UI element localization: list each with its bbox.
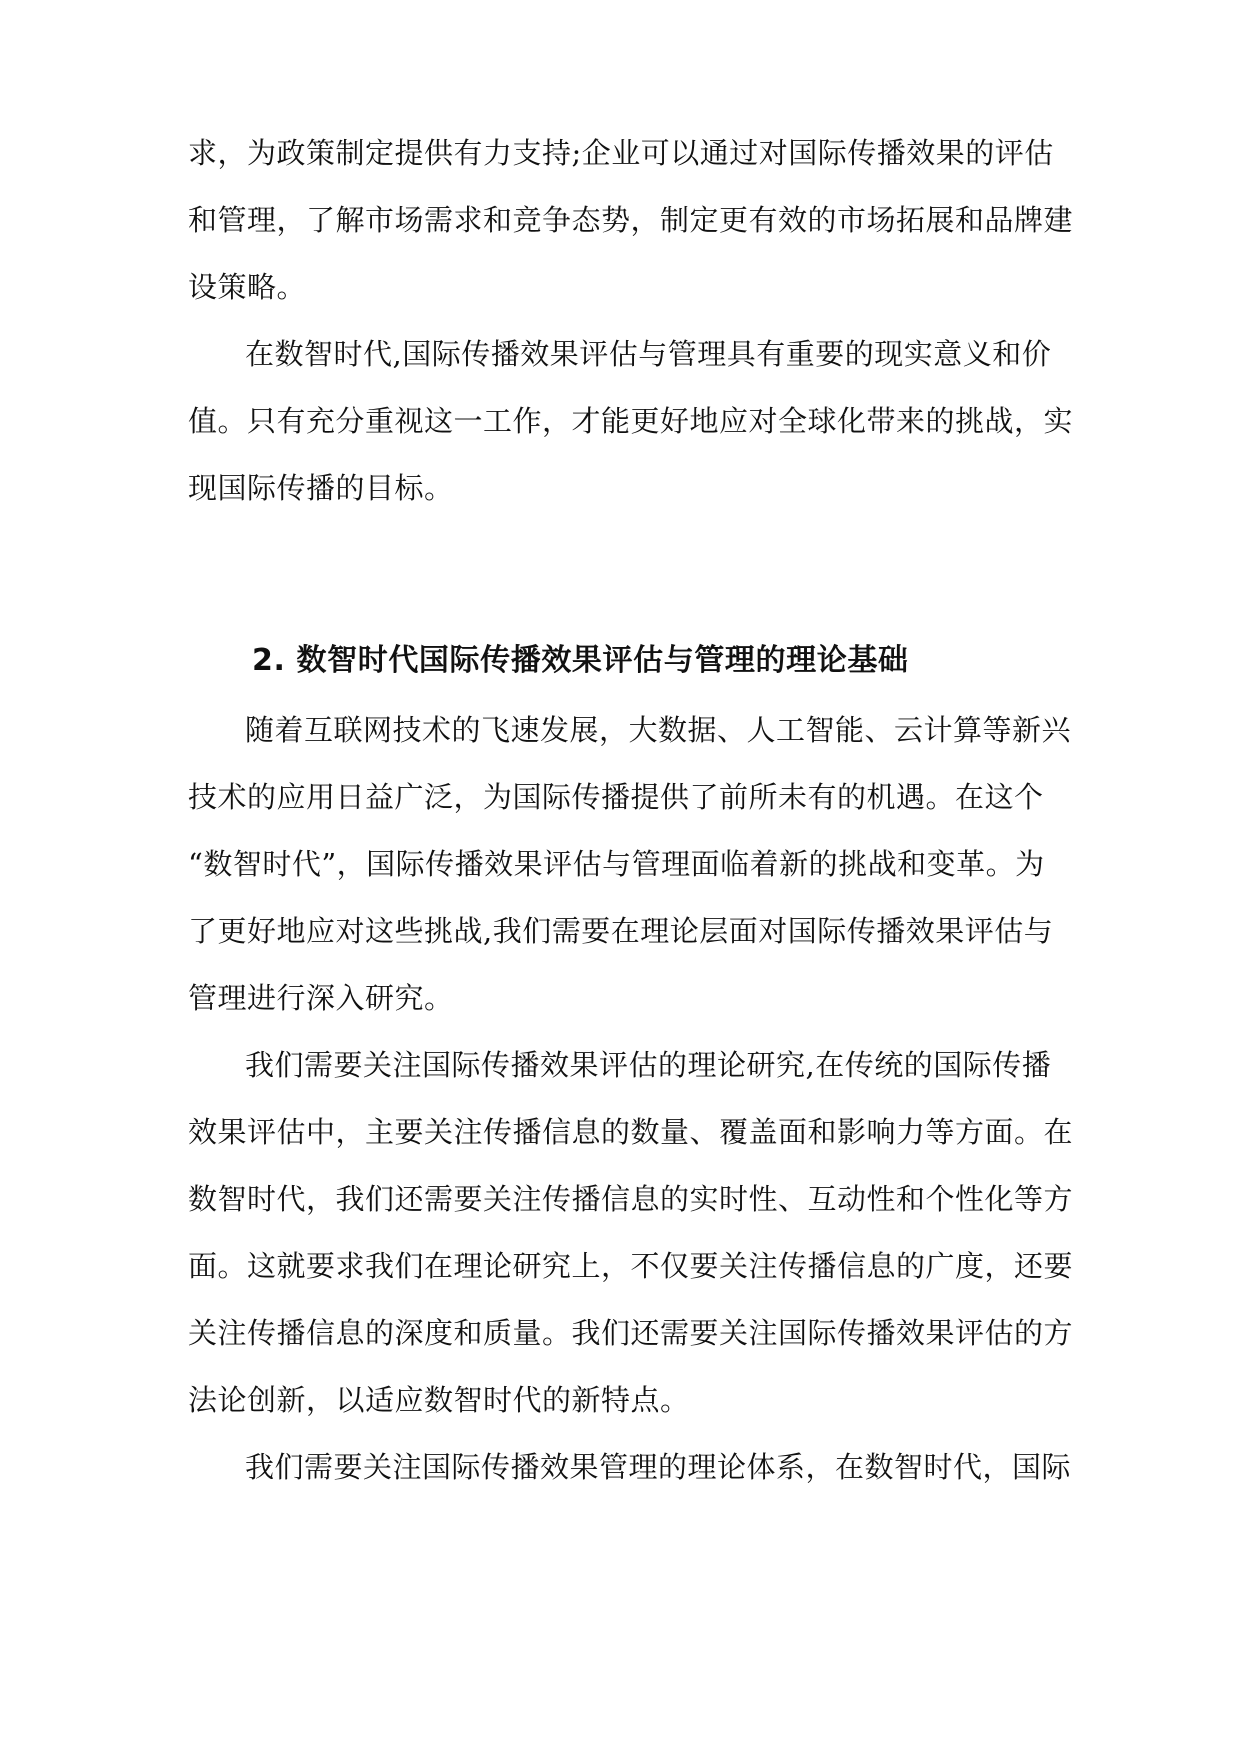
paragraph-line: 面。这就要求我们在理论研究上，不仅要关注传播信息的广度，还要 — [188, 1249, 1074, 1283]
paragraph-line: 随着互联网技术的飞速发展，大数据、人工智能、云计算等新兴 — [245, 713, 1072, 747]
paragraph-line: 在数智时代,国际传播效果评估与管理具有重要的现实意义和价 — [245, 337, 1052, 371]
paragraph-line: “数智时代”，国际传播效果评估与管理面临着新的挑战和变革。为 — [188, 847, 1045, 881]
paragraph-line: 了更好地应对这些挑战,我们需要在理论层面对国际传播效果评估与 — [188, 914, 1054, 948]
paragraph-line: 值。只有充分重视这一工作，才能更好地应对全球化带来的挑战，实 — [188, 404, 1074, 438]
paragraph-line: 我们需要关注国际传播效果评估的理论研究,在传统的国际传播 — [245, 1048, 1052, 1082]
paragraph-line: 和管理，了解市场需求和竞争态势，制定更有效的市场拓展和品牌建 — [188, 203, 1074, 237]
paragraph-line: 法论创新，以适应数智时代的新特点。 — [188, 1383, 690, 1417]
paragraph-line: 技术的应用日益广泛，为国际传播提供了前所未有的机遇。在这个 — [188, 780, 1044, 814]
paragraph-line: 设策略。 — [188, 270, 307, 304]
paragraph-line: 现国际传播的目标。 — [188, 471, 454, 505]
paragraph-line: 关注传播信息的深度和质量。我们还需要关注国际传播效果评估的方 — [188, 1316, 1074, 1350]
paragraph-line: 我们需要关注国际传播效果管理的理论体系，在数智时代，国际 — [245, 1450, 1072, 1484]
paragraph-line: 求，为政策制定提供有力支持;企业可以通过对国际传播效果的评估 — [188, 136, 1054, 170]
section-heading: 2. 数智时代国际传播效果评估与管理的理论基础 — [252, 643, 909, 678]
paragraph-line: 效果评估中，主要关注传播信息的数量、覆盖面和影响力等方面。在 — [188, 1115, 1074, 1149]
paragraph-line: 管理进行深入研究。 — [188, 981, 454, 1015]
paragraph-line: 数智时代，我们还需要关注传播信息的实时性、互动性和个性化等方 — [188, 1182, 1074, 1216]
